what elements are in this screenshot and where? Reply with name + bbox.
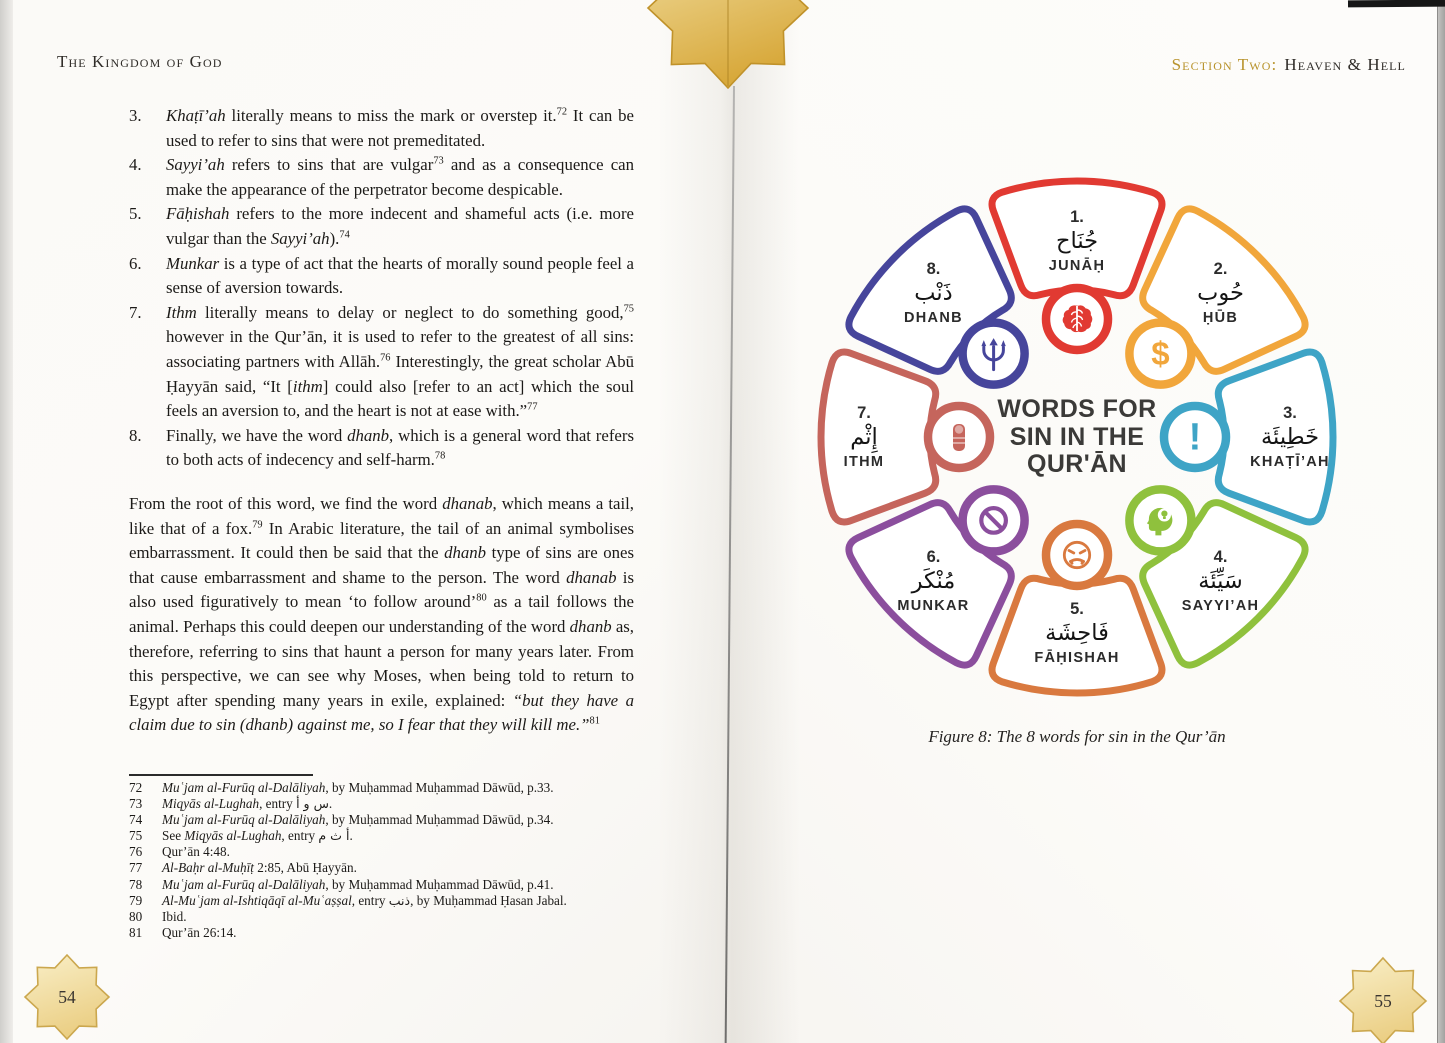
footnote-number: 77 [129, 860, 143, 876]
list-item [129, 252, 634, 301]
dollar-icon: $ [1151, 335, 1170, 373]
numbered-list [129, 104, 634, 473]
segment-transliteration: ḤŪB [1202, 310, 1239, 327]
text-run: , entry [351, 892, 389, 908]
list-item [129, 202, 634, 251]
list-item-text [166, 153, 634, 202]
text-run: Fāḥishah [166, 204, 230, 224]
segment-arabic: فَاحِشَة [1045, 620, 1109, 646]
segment-label [784, 404, 944, 470]
footnote-number: 76 [129, 844, 143, 860]
list-item-text [166, 424, 634, 473]
text-run: Muʿjam al-Furūq al-Dalāliyah [162, 780, 326, 795]
segment-number: 8. [926, 260, 941, 279]
footnote [129, 925, 654, 941]
footnote-ref: 80 [476, 592, 487, 604]
arabic-text-run: أ ث م [318, 828, 350, 844]
segment-label [1141, 260, 1301, 326]
footnote-number: 78 [129, 876, 143, 892]
list-item-text [166, 252, 634, 301]
text-run: Qur’ān 26:14. [162, 924, 237, 940]
idol-icon [953, 424, 965, 451]
list-item-number: 8. [129, 425, 142, 445]
text-run: Ibid. [162, 908, 187, 924]
text-run: Munkar [166, 253, 220, 273]
text-run: dhanb [347, 425, 390, 445]
text-run: dhanb [444, 543, 487, 563]
footnote-number: 73 [129, 796, 143, 812]
footnote-text [162, 796, 654, 812]
text-run: From the root of this word, we find the word [129, 494, 443, 513]
segment-transliteration: FĀḤISHAH [1034, 650, 1120, 666]
text-run: Khaṭī’ah [166, 106, 226, 125]
segment-transliteration: SAYYI’AH [1181, 597, 1260, 614]
text-run: “but they have a claim due to sin (dhanb) against me, so I fear that they will kill me.” [129, 690, 635, 735]
footnote-ref: 73 [433, 155, 444, 167]
text-run: Miqyās al-Lughah [184, 828, 282, 844]
list-item [129, 104, 634, 153]
page-edge-right [1437, 0, 1445, 1043]
footnotes [129, 780, 654, 941]
text-run: ] could also [refer to an act] which the soul feels an aversion to, and the heart is not at ease with.” [166, 376, 635, 421]
segment-number: 1. [1070, 208, 1084, 226]
footnote-number: 74 [129, 812, 143, 828]
segment-transliteration: JUNĀḤ [1048, 258, 1106, 274]
segment-arabic: إِثْم [850, 424, 878, 450]
segment-transliteration: DHANB [904, 310, 963, 327]
text-run: and as a consequence can make the appearance of the perpetrator become despicable. [166, 155, 634, 199]
body-paragraph [129, 492, 634, 738]
scan-edge-shadow [1348, 0, 1445, 7]
text-run: , entry [259, 796, 297, 812]
text-run: however in the Qur’ān, it is used to refer to the greatest of all sins: associating partners with Allāh. [166, 327, 634, 371]
page-number-badge [1338, 956, 1428, 1043]
segment-transliteration: MUNKAR [897, 597, 970, 614]
text-run: literally means to delay or neglect to do something good, [196, 302, 624, 322]
text-run: , which means a tail, like that of a fox. [129, 494, 634, 538]
footnote-ref: 78 [434, 450, 446, 462]
segment-number: 3. [1283, 404, 1297, 422]
text-run: Finally, we have the word [166, 425, 348, 445]
text-run: is also used figuratively to mean ‘to follow around’ [129, 567, 635, 612]
text-run: Muʿjam al-Furūq al-Dalāliyah [162, 876, 326, 892]
segment-label [1141, 548, 1301, 614]
list-item-text [166, 301, 634, 424]
text-run: dhanb [569, 616, 612, 636]
text-run: , by Muḥammad Muḥammad Dāwūd, p.33. [325, 780, 554, 795]
text-run: See [162, 828, 185, 844]
text-run: Ithm [166, 302, 197, 322]
footnote [129, 780, 654, 796]
segment-label [997, 208, 1157, 274]
list-item [129, 153, 634, 202]
text-run: as a tail follows the animal. Perhaps this could deepen our understanding of the word [129, 592, 635, 636]
text-run: as, therefore, referring to sins that haunt a person for many years later. From this perspective, we can see why Moses, when being told to return to Egypt after spending many years in exile, explained: [129, 616, 635, 710]
segment-arabic: سَيِّئَة [1198, 567, 1243, 594]
footnote [129, 909, 654, 925]
text-run: , by Muḥammad Muḥammad Dāwūd, p.34. [325, 812, 554, 828]
footnote [129, 893, 654, 909]
footnote-ref: 76 [380, 352, 391, 364]
list-item-number: 5. [129, 204, 142, 224]
footnote-ref: 75 [623, 303, 634, 315]
text-run: Muʿjam al-Furūq al-Dalāliyah [162, 812, 326, 828]
list-item [129, 424, 634, 473]
page-number-badge [22, 952, 112, 1042]
segment-label [997, 600, 1157, 666]
footnote-text [162, 877, 654, 893]
footnote [129, 860, 654, 876]
footnote [129, 877, 654, 893]
footnote-number: 72 [129, 780, 143, 795]
text-run: Interestingly, the great scholar Abū Ḥayyān said, “It [ [166, 351, 634, 396]
text-run: Al-Baḥr al-Muḥīṭ [162, 860, 254, 876]
list-item-number: 7. [129, 302, 142, 322]
footnote [129, 796, 654, 812]
text-run: dhanab [442, 494, 493, 513]
footnote-number: 81 [129, 924, 143, 940]
footnote-ref: 72 [556, 106, 568, 118]
text-run: It can be used to refer to sins that were not premeditated. [166, 106, 634, 150]
footnote [129, 812, 654, 828]
section-title: Heaven & Hell [1284, 55, 1406, 74]
text-run: , which is a general word that refers to both acts of indecency and self-harm. [166, 425, 634, 470]
segment-label [853, 260, 1013, 326]
text-run: In Arabic literature, the tail of an animal symbolises embarrassment. It could then be said that the [129, 518, 635, 563]
segment-arabic: مُنْكَر [911, 567, 956, 594]
arabic-text-run: س و أ [296, 796, 329, 812]
segment-transliteration: KHAṬĪ’AH [1250, 454, 1330, 470]
footnote-ref: 74 [339, 229, 350, 241]
footnote-ref: 79 [252, 519, 263, 530]
segment-arabic: ذَنْب [914, 280, 953, 307]
center-title-line: SIN IN THE [1009, 422, 1145, 451]
footnote-ref: 77 [527, 401, 538, 413]
segment-number: 6. [926, 547, 941, 566]
text-run: , by Muḥammad Muḥammad Dāwūd, p.41. [325, 876, 554, 892]
segment-label [1210, 404, 1370, 470]
footnote-number: 75 [129, 828, 143, 844]
center-title-line: WORDS FOR [997, 394, 1157, 423]
star-ornament-icon [643, 0, 813, 100]
center-title-line: QUR'ĀN [1026, 449, 1127, 478]
segment-number: 7. [857, 404, 871, 422]
section-label: Section Two: [1171, 55, 1278, 74]
text-run: Sayyi’ah [166, 155, 225, 175]
list-item-number: 3. [129, 106, 142, 125]
segment-number: 5. [1070, 600, 1084, 618]
footnote-number: 79 [129, 892, 143, 908]
figure-caption: Figure 8: The 8 words for sin in the Qur’ān [928, 727, 1226, 746]
exclamation-icon: ! [1188, 416, 1202, 459]
list-item-number: 4. [129, 155, 142, 175]
segment-number: 4. [1213, 547, 1228, 566]
segment-arabic: خَطِيئَة [1260, 424, 1319, 450]
segment-label [853, 548, 1013, 614]
footnote-text [162, 780, 654, 796]
footnote [129, 828, 654, 844]
footnote-text [162, 893, 654, 909]
text-run: dhanab [566, 567, 617, 587]
text-run: literally means to miss the mark or overstep it. [225, 106, 557, 125]
list-item [129, 301, 634, 424]
text-run: ithm [292, 376, 323, 396]
text-run: , entry [281, 828, 319, 844]
segment-transliteration: ITHM [843, 454, 885, 470]
footnote-number: 80 [129, 908, 143, 924]
text-run: ). [329, 228, 340, 248]
text-run: refers to sins that are vulgar [224, 155, 434, 175]
footnote-text [162, 844, 654, 860]
text-run: type of sins are ones that cause embarrassment and shame to the person. The word [129, 543, 634, 587]
icon-ring [1046, 524, 1108, 586]
list-item-number: 6. [129, 253, 142, 273]
footnote-text [162, 925, 654, 941]
segment-arabic: جُنَاح [1055, 228, 1099, 254]
text-run: Sayyi’ah [270, 228, 330, 248]
footnote-text [162, 860, 654, 876]
list-item-text [166, 104, 634, 153]
text-run: Al-Muʿjam al-Ishtiqāqī al-Muʿaṣṣal [162, 892, 352, 908]
arabic-text-run: ذنب [388, 892, 411, 908]
running-header-right [1172, 55, 1406, 75]
text-run: . [349, 828, 353, 844]
footnote-ref: 81 [589, 715, 600, 727]
footnote-text [162, 909, 654, 925]
footnote-text [162, 812, 654, 828]
text-run: Qur’ān 4:48. [162, 844, 230, 860]
footnote [129, 844, 654, 860]
segment-number: 2. [1213, 260, 1228, 279]
page-edge-left [0, 0, 13, 1043]
segment-arabic: حُوب [1197, 280, 1244, 307]
page-number: 54 [58, 987, 76, 1007]
footnote-text [162, 828, 654, 844]
text-run: Miqyās al-Lughah [162, 796, 260, 812]
text-run: refers to the more indecent and shameful acts (i.e. more vulgar than the [166, 204, 634, 248]
text-run: . [328, 796, 333, 812]
running-header-left: The Kingdom of God [57, 52, 223, 71]
text-run: , by Muḥammad Ḥasan Jabal. [410, 892, 567, 908]
list-item-text [166, 202, 634, 251]
figure-center-title [972, 396, 1182, 479]
footnote-divider [129, 774, 313, 776]
text-run: 2:85, Abū Ḥayyān. [253, 860, 357, 876]
star-ornament [643, 0, 813, 100]
figure-words-for-sin [807, 167, 1347, 707]
text-run: is a type of act that the hearts of morally sound people feel a sense of aversion towards. [166, 253, 634, 298]
page-number: 55 [1374, 991, 1392, 1011]
